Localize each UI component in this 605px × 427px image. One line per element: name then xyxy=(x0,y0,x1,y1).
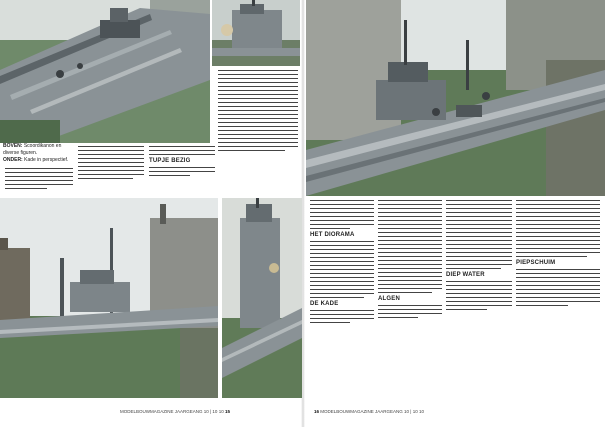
right-page-column-1 xyxy=(310,200,374,326)
page-number-right: 16 xyxy=(314,409,320,414)
heading-het-diorama: HET DIORAMA xyxy=(310,232,355,238)
footer-right xyxy=(314,409,424,414)
left-page-column-2 xyxy=(78,146,144,182)
caption-onder-label: ONDER: xyxy=(3,157,23,163)
photo-harbour-diorama xyxy=(0,198,218,398)
photo-captions xyxy=(3,143,75,164)
left-page-column-1 xyxy=(5,168,73,192)
right-page-column-3 xyxy=(446,200,512,313)
page-number-left: 15 xyxy=(224,409,230,414)
left-page-column-4 xyxy=(218,70,298,154)
photo-submarine-deck-closeup xyxy=(0,0,210,143)
footer-left xyxy=(120,409,230,414)
right-page-column-2 xyxy=(378,200,442,321)
heading-de-kade: DE KADE xyxy=(310,301,339,307)
right-page-column-4 xyxy=(516,200,600,309)
heading-tupje-bezig: TUPJE BEZIG xyxy=(149,158,191,164)
left-page-column-3 xyxy=(149,146,215,179)
footer-left-text: MODELBOUWMAGAZINE JAARGEANG 10 | 10 10 xyxy=(120,409,224,414)
caption-onder-text: Kade in perspectief. xyxy=(24,157,69,163)
footer-right-text: MODELBOUWMAGAZINE JAARGEANG 10 | 10 10 xyxy=(320,409,424,414)
photo-submarine-bow xyxy=(222,198,302,398)
heading-diep-water: DIEP WATER xyxy=(446,272,485,278)
caption-boven-text: Scoordikanon en xyxy=(23,143,62,149)
photo-conning-tower xyxy=(212,0,300,66)
caption-line-2: diverse figuren. xyxy=(3,150,38,156)
heading-algen: ALGEN xyxy=(378,296,400,302)
caption-boven-label: BOVEN: xyxy=(3,143,23,149)
photo-submarines-at-quay xyxy=(306,0,605,196)
heading-piepschuim: PIEPSCHUIM xyxy=(516,260,556,266)
